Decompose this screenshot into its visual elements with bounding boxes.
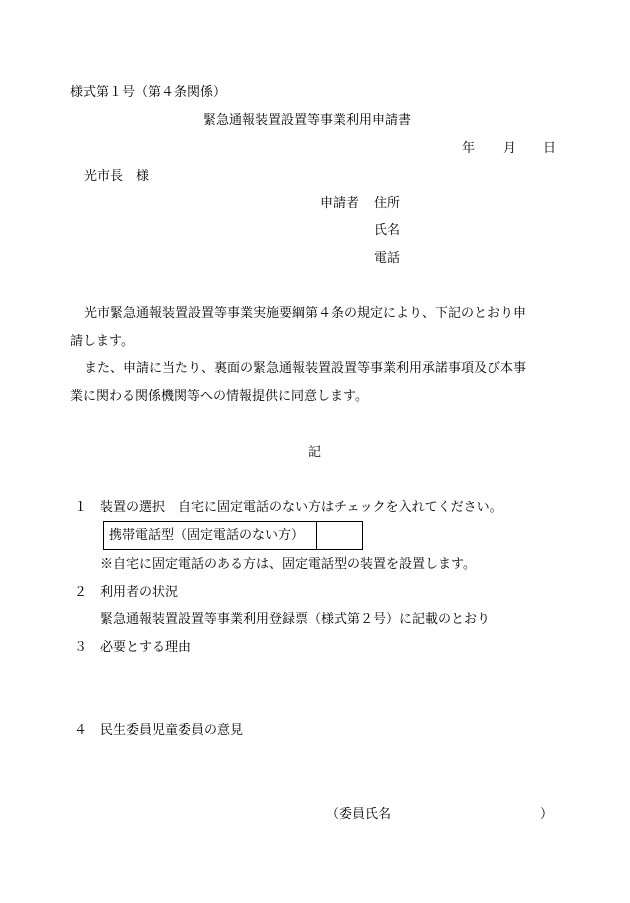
item-4-heading: 民生委員児童委員の意見 (100, 723, 244, 738)
item-2-heading: 利用者の状況 (100, 585, 179, 600)
committee-name-field[interactable] (400, 806, 536, 823)
device-selection-table (103, 521, 363, 550)
item-3-number: ３ (74, 640, 88, 655)
document-title: 緊急通報装置設置等事業利用申請書 (203, 113, 412, 128)
item-2-number: ２ (74, 585, 88, 600)
applicant-name-label: 氏名 (374, 223, 401, 238)
date-year: 年 (462, 141, 476, 156)
committee-name-close: ） (540, 807, 554, 822)
body-line-2: 請します。 (70, 334, 134, 349)
applicant-label: 申請者 (320, 196, 360, 211)
ki-heading: 記 (308, 445, 322, 460)
body-line-1: 光市緊急通報装置設置等事業実施要綱第４条の規定により、下記のとおり申 (84, 306, 527, 321)
form-number: 様式第１号（第４条関係） (70, 85, 227, 100)
item-3-heading: 必要とする理由 (100, 640, 192, 655)
body-line-4: 業に関わる関係機関等への情報提供に同意します。 (70, 389, 368, 404)
date-day: 日 (543, 141, 557, 156)
mobile-type-option-label: 携帯電話型（固定電話のない方） (104, 522, 317, 549)
mobile-type-checkbox[interactable] (317, 522, 362, 549)
date-month: 月 (503, 141, 517, 156)
body-line-3: また、申請に当たり、裏面の緊急通報装置設置等事業利用承諾事項及び本事 (84, 361, 527, 376)
item-1-number: １ (74, 500, 88, 515)
fixed-phone-note: ※自宅に固定電話のある方は、固定電話型の装置を設置します。 (100, 557, 476, 572)
registration-reference: 緊急通報装置設置等事業利用登録票（様式第２号）に記載のとおり (100, 612, 491, 627)
applicant-phone-label: 電話 (374, 251, 401, 266)
committee-name-open: （委員氏名 (326, 807, 392, 822)
item-1-heading: 装置の選択 自宅に固定電話のない方はチェックを入れてください。 (100, 500, 503, 515)
item-4-number: ４ (74, 723, 88, 738)
applicant-address-label: 住所 (374, 196, 401, 211)
recipient: 光市長 様 (84, 169, 150, 184)
